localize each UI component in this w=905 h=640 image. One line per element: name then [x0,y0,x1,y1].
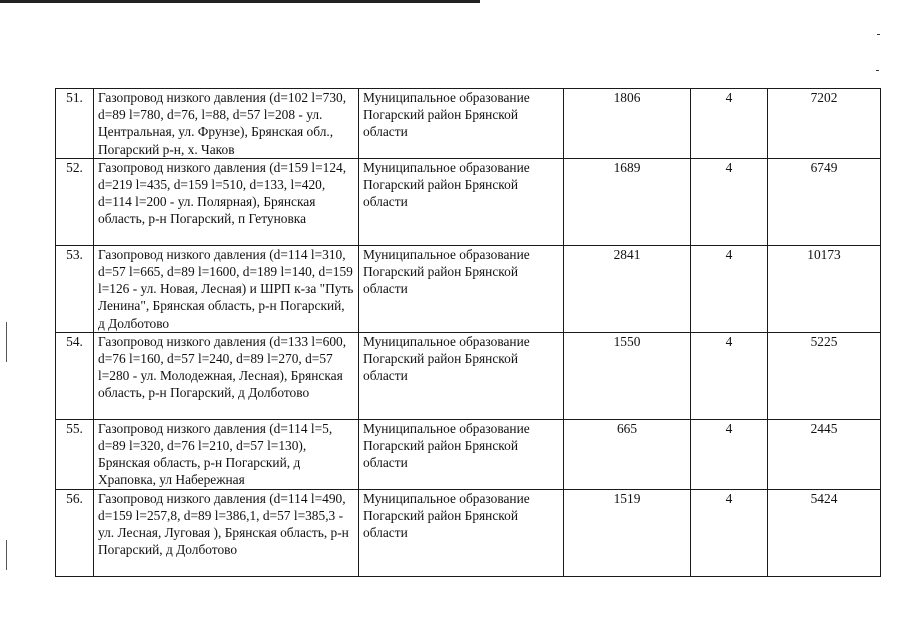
object-description: Газопровод низкого давления (d=159 l=124, d=219 l=435, d=159 l=510, d=133, l=420, d=114 l=200 - ул. Полярная), Брянская область, р-н Погарский, п Гетуновка [94,158,359,245]
amount-value: 5225 [768,332,881,419]
row-number: 53. [56,245,94,332]
table-row [56,245,881,332]
owner-name: Муниципальное образование Погарский район Брянской области [359,158,564,245]
category-value: 4 [691,489,768,576]
amount-value: 7202 [768,89,881,159]
owner-name: Муниципальное образование Погарский район Брянской области [359,245,564,332]
pipeline-length: 2841 [564,245,691,332]
pipeline-length: 1806 [564,89,691,159]
scan-edge-mark [6,322,7,362]
amount-value: 5424 [768,489,881,576]
owner-name: Муниципальное образование Погарский район Брянской области [359,332,564,419]
row-number: 54. [56,332,94,419]
category-value: 4 [691,245,768,332]
margin-mark-top [877,34,880,35]
table-row [56,158,881,245]
object-description: Газопровод низкого давления (d=114 l=490, d=159 l=257,8, d=89 l=386,1, d=57 l=385,3 - ул. Лесная, Луговая ), Брянская область, р-н Погарский, д Долботово [94,489,359,576]
scan-edge-mark [6,540,7,570]
page-top-rule [0,0,480,3]
row-number: 51. [56,89,94,159]
pipeline-length: 1519 [564,489,691,576]
table-row [56,489,881,576]
object-description: Газопровод низкого давления (d=133 l=600, d=76 l=160, d=57 l=240, d=89 l=270, d=57 l=280 - ул. Молодежная, Лесная), Брянская область, р-н Погарский, д Долботово [94,332,359,419]
category-value: 4 [691,419,768,489]
pipeline-length: 1689 [564,158,691,245]
category-value: 4 [691,332,768,419]
amount-value: 2445 [768,419,881,489]
owner-name: Муниципальное образование Погарский район Брянской области [359,489,564,576]
object-description: Газопровод низкого давления (d=102 l=730, d=89 l=780, d=76, l=88, d=57 l=208 - ул. Центральная, ул. Фрунзе), Брянская обл., Погарский р-н, х. Чаков [94,89,359,159]
row-number: 52. [56,158,94,245]
gas-pipeline-registry-table [55,88,881,577]
pipeline-length: 665 [564,419,691,489]
table-row [56,332,881,419]
object-description: Газопровод низкого давления (d=114 l=5, d=89 l=320, d=76 l=210, d=57 l=130), Брянская область, р-н Погарский, д Храповка, ул Набережная [94,419,359,489]
amount-value: 6749 [768,158,881,245]
margin-mark-lower [876,70,879,71]
amount-value: 10173 [768,245,881,332]
category-value: 4 [691,89,768,159]
row-number: 55. [56,419,94,489]
table-row [56,89,881,159]
pipeline-length: 1550 [564,332,691,419]
object-description: Газопровод низкого давления (d=114 l=310, d=57 l=665, d=89 l=1600, d=189 l=140, d=159 l=126 - ул. Новая, Лесная) и ШРП к-за "Путь Ленина", Брянская область, р-н Погарский, д Долботово [94,245,359,332]
owner-name: Муниципальное образование Погарский район Брянской области [359,89,564,159]
row-number: 56. [56,489,94,576]
table-row [56,419,881,489]
owner-name: Муниципальное образование Погарский район Брянской области [359,419,564,489]
category-value: 4 [691,158,768,245]
